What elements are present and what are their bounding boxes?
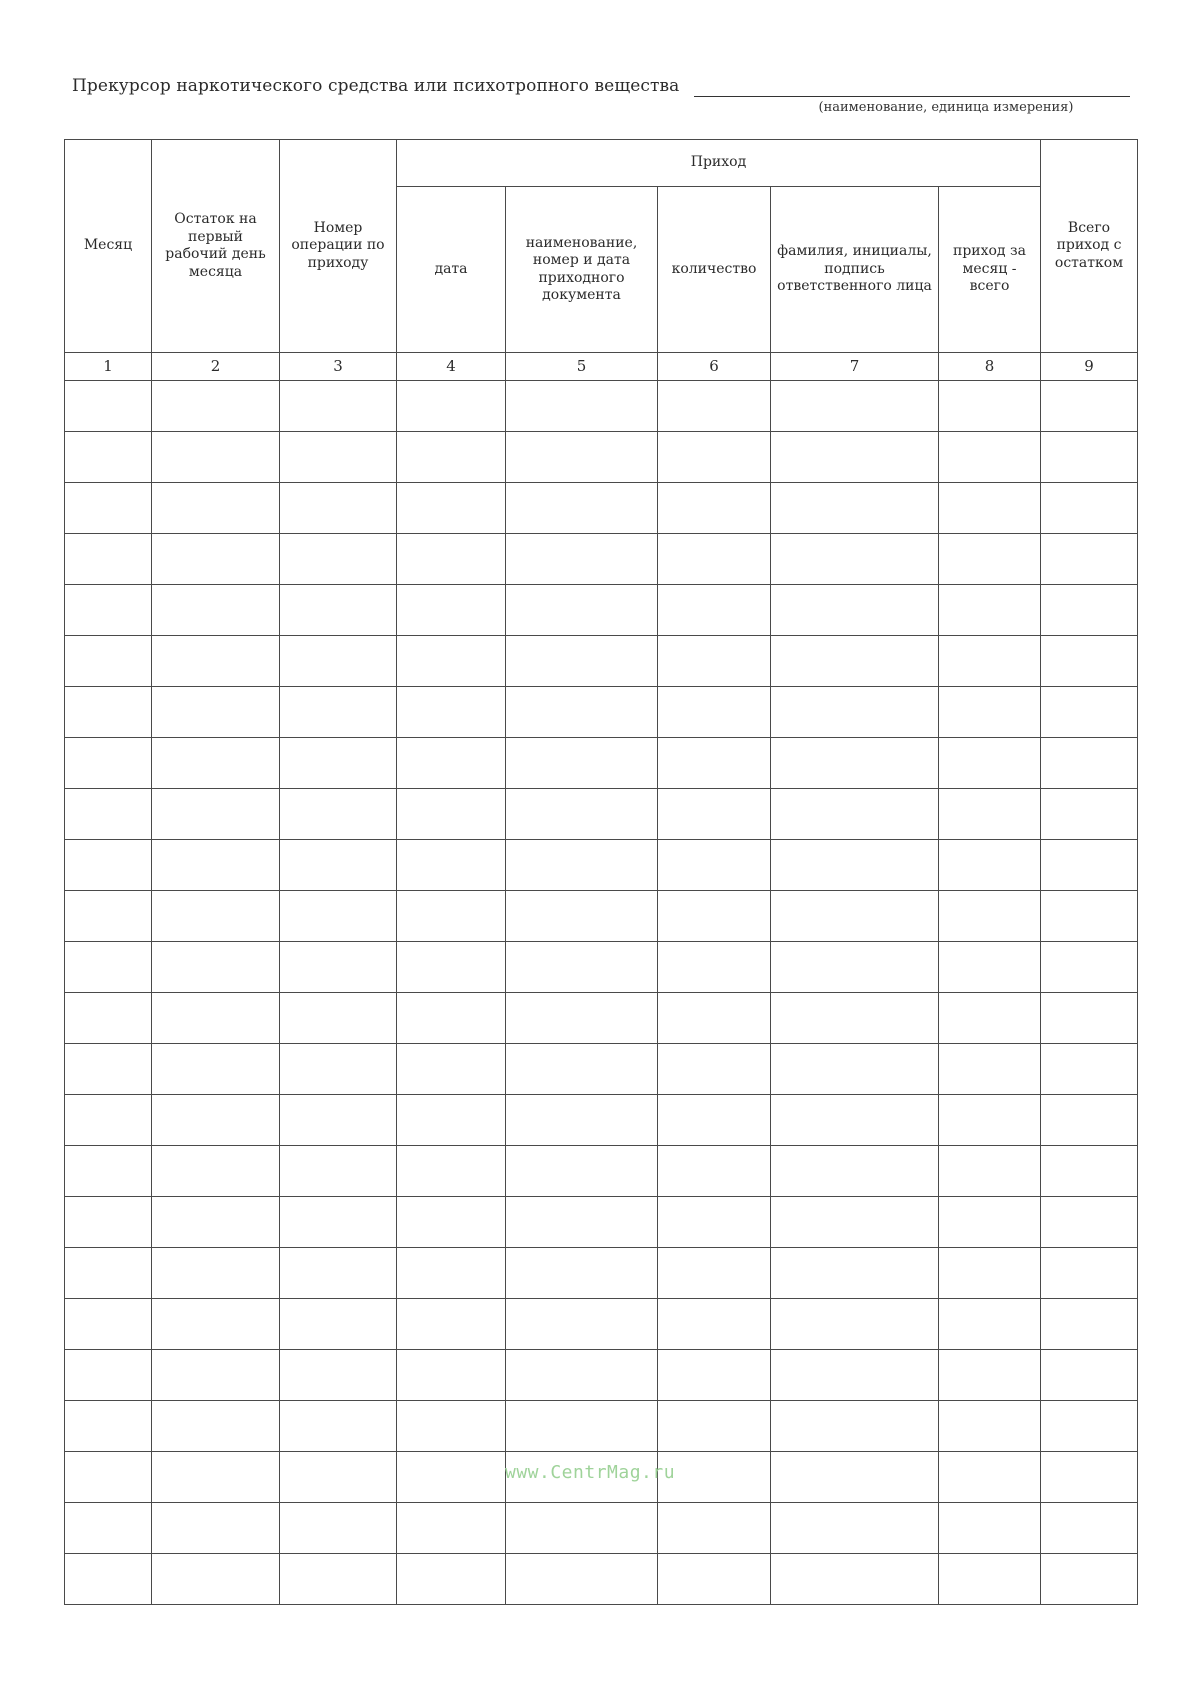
ledger-cell (397, 1146, 506, 1197)
ledger-cell (152, 1299, 280, 1350)
ledger-cell (65, 534, 152, 585)
ledger-row (65, 738, 1138, 789)
ledger-cell (1041, 687, 1138, 738)
ledger-row (65, 585, 1138, 636)
ledger-cell (939, 1554, 1041, 1605)
ledger-cell (506, 738, 658, 789)
ledger-cell (939, 891, 1041, 942)
ledger-cell (1041, 1452, 1138, 1503)
ledger-cell (152, 1452, 280, 1503)
ledger-cell (280, 942, 397, 993)
ledger-cell (280, 1248, 397, 1299)
column-header-responsible: фамилия, инициалы, подпись ответственного лица (771, 187, 939, 353)
ledger-cell (65, 1146, 152, 1197)
ledger-cell (397, 636, 506, 687)
ledger-cell (658, 585, 771, 636)
ledger-cell (771, 1299, 939, 1350)
ledger-cell (1041, 1197, 1138, 1248)
ledger-cell (280, 1197, 397, 1248)
column-number: 4 (397, 353, 506, 381)
ledger-cell (65, 636, 152, 687)
ledger-cell (1041, 585, 1138, 636)
watermark-text: www.CentrMag.ru (505, 1462, 676, 1483)
column-header-document: наименование, номер и дата приходного документа (506, 187, 658, 353)
ledger-cell (506, 483, 658, 534)
ledger-cell (771, 1401, 939, 1452)
ledger-cell (506, 1401, 658, 1452)
ledger-cell (152, 1146, 280, 1197)
ledger-row (65, 432, 1138, 483)
ledger-cell (939, 1350, 1041, 1401)
ledger-cell (280, 840, 397, 891)
ledger-cell (771, 789, 939, 840)
ledger-cell (658, 1350, 771, 1401)
ledger-cell (658, 432, 771, 483)
ledger-cell (939, 738, 1041, 789)
ledger-cell (506, 1299, 658, 1350)
ledger-cell (658, 534, 771, 585)
ledger-cell (658, 840, 771, 891)
ledger-cell (506, 534, 658, 585)
ledger-cell (658, 687, 771, 738)
ledger-cell (152, 738, 280, 789)
ledger-cell (397, 687, 506, 738)
ledger-cell (397, 483, 506, 534)
ledger-cell (939, 432, 1041, 483)
ledger-cell (771, 1197, 939, 1248)
column-header-date: дата (397, 187, 506, 353)
ledger-cell (939, 1503, 1041, 1554)
ledger-cell (65, 1452, 152, 1503)
ledger-cell (506, 1095, 658, 1146)
ledger-row (65, 840, 1138, 891)
ledger-cell (65, 432, 152, 483)
column-number-row (65, 353, 1138, 381)
ledger-cell (397, 1248, 506, 1299)
ledger-cell (939, 687, 1041, 738)
ledger-cell (1041, 1299, 1138, 1350)
ledger-cell (939, 381, 1041, 432)
ledger-cell (939, 1095, 1041, 1146)
ledger-cell (506, 789, 658, 840)
ledger-cell (152, 1197, 280, 1248)
column-group-receipt: Приход (397, 140, 1041, 187)
ledger-cell (397, 1299, 506, 1350)
ledger-cell (1041, 1146, 1138, 1197)
ledger-cell (152, 789, 280, 840)
ledger-cell (65, 1095, 152, 1146)
ledger-cell (771, 891, 939, 942)
ledger-cell (506, 381, 658, 432)
ledger-cell (658, 1554, 771, 1605)
ledger-cell (658, 1401, 771, 1452)
ledger-cell (771, 432, 939, 483)
ledger-cell (65, 1350, 152, 1401)
ledger-cell (280, 1401, 397, 1452)
ledger-cell (65, 1401, 152, 1452)
ledger-cell (1041, 1503, 1138, 1554)
ledger-cell (65, 483, 152, 534)
ledger-cell (939, 789, 1041, 840)
ledger-cell (771, 687, 939, 738)
ledger-cell (939, 1146, 1041, 1197)
ledger-cell (65, 993, 152, 1044)
ledger-cell (1041, 483, 1138, 534)
ledger-cell (280, 432, 397, 483)
ledger-cell (397, 840, 506, 891)
ledger-cell (1041, 993, 1138, 1044)
ledger-cell (1041, 1350, 1138, 1401)
ledger-cell (65, 1299, 152, 1350)
ledger-row (65, 1299, 1138, 1350)
ledger-cell (658, 738, 771, 789)
ledger-cell (1041, 789, 1138, 840)
ledger-cell (658, 1503, 771, 1554)
ledger-cell (152, 840, 280, 891)
column-number: 3 (280, 353, 397, 381)
ledger-cell (771, 585, 939, 636)
ledger-cell (397, 1554, 506, 1605)
ledger-cell (771, 534, 939, 585)
ledger-cell (506, 993, 658, 1044)
ledger-cell (506, 1503, 658, 1554)
ledger-cell (397, 1095, 506, 1146)
ledger-cell (152, 534, 280, 585)
ledger-cell (1041, 1401, 1138, 1452)
ledger-cell (1041, 1248, 1138, 1299)
ledger-cell (280, 534, 397, 585)
ledger-cell (152, 1350, 280, 1401)
ledger-cell (152, 1248, 280, 1299)
ledger-cell (1041, 432, 1138, 483)
ledger-cell (939, 1401, 1041, 1452)
column-number: 8 (939, 353, 1041, 381)
ledger-cell (65, 789, 152, 840)
ledger-cell (397, 738, 506, 789)
ledger-cell (506, 942, 658, 993)
ledger-cell (771, 840, 939, 891)
ledger-cell (152, 483, 280, 534)
ledger-cell (939, 1299, 1041, 1350)
ledger-cell (939, 585, 1041, 636)
ledger-cell (280, 1044, 397, 1095)
ledger-cell (280, 1095, 397, 1146)
ledger-cell (658, 789, 771, 840)
ledger-cell (152, 636, 280, 687)
column-header-grand-total: Всего приход с остатком (1041, 140, 1138, 353)
column-header-quantity: количество (658, 187, 771, 353)
ledger-cell (280, 1554, 397, 1605)
ledger-cell (1041, 1044, 1138, 1095)
ledger-cell (506, 840, 658, 891)
column-header-operation-number: Номер операции по приходу (280, 140, 397, 353)
ledger-cell (280, 636, 397, 687)
ledger-cell (939, 840, 1041, 891)
ledger-cell (280, 1299, 397, 1350)
ledger-cell (1041, 1095, 1138, 1146)
ledger-cell (506, 585, 658, 636)
ledger-row (65, 1401, 1138, 1452)
ledger-cell (65, 381, 152, 432)
ledger-cell (771, 1503, 939, 1554)
ledger-cell (397, 534, 506, 585)
ledger-cell (397, 1350, 506, 1401)
ledger-cell (658, 1197, 771, 1248)
column-number: 2 (152, 353, 280, 381)
column-header-month-total: приход за месяц - всего (939, 187, 1041, 353)
ledger-cell (280, 585, 397, 636)
ledger-cell (658, 993, 771, 1044)
ledger-cell (771, 993, 939, 1044)
ledger-cell (152, 993, 280, 1044)
ledger-row (65, 789, 1138, 840)
ledger-cell (65, 687, 152, 738)
ledger-row (65, 993, 1138, 1044)
ledger-cell (280, 789, 397, 840)
ledger-row (65, 1044, 1138, 1095)
ledger-row (65, 636, 1138, 687)
ledger-cell (1041, 381, 1138, 432)
column-number: 7 (771, 353, 939, 381)
ledger-cell (152, 1044, 280, 1095)
ledger-cell (280, 1146, 397, 1197)
ledger-cell (280, 738, 397, 789)
ledger-cell (939, 993, 1041, 1044)
ledger-cell (152, 1095, 280, 1146)
ledger-row (65, 1554, 1138, 1605)
ledger-cell (939, 636, 1041, 687)
receipt-ledger-table (64, 139, 1138, 1605)
ledger-cell (280, 687, 397, 738)
ledger-cell (1041, 738, 1138, 789)
ledger-cell (939, 1197, 1041, 1248)
column-header-month: Месяц (65, 140, 152, 353)
ledger-cell (152, 1554, 280, 1605)
ledger-cell (658, 1044, 771, 1095)
form-title: Прекурсор наркотического средства или психотропного вещества (72, 76, 680, 96)
ledger-cell (658, 381, 771, 432)
ledger-cell (397, 1401, 506, 1452)
ledger-cell (506, 1350, 658, 1401)
ledger-cell (1041, 942, 1138, 993)
ledger-cell (771, 1554, 939, 1605)
ledger-cell (152, 1401, 280, 1452)
ledger-cell (397, 1197, 506, 1248)
ledger-cell (506, 687, 658, 738)
column-number: 5 (506, 353, 658, 381)
ledger-cell (771, 381, 939, 432)
ledger-row (65, 483, 1138, 534)
ledger-cell (280, 1452, 397, 1503)
ledger-row (65, 942, 1138, 993)
ledger-cell (771, 636, 939, 687)
form-heading (72, 68, 1132, 128)
ledger-cell (397, 585, 506, 636)
ledger-row (65, 381, 1138, 432)
ledger-row (65, 1350, 1138, 1401)
ledger-cell (658, 1095, 771, 1146)
ledger-cell (658, 1299, 771, 1350)
ledger-cell (506, 891, 658, 942)
ledger-cell (1041, 1554, 1138, 1605)
ledger-cell (771, 738, 939, 789)
ledger-cell (397, 789, 506, 840)
column-header-balance: Остаток на первый рабочий день месяца (152, 140, 280, 353)
ledger-cell (939, 942, 1041, 993)
ledger-cell (65, 942, 152, 993)
ledger-cell (280, 1503, 397, 1554)
ledger-cell (397, 942, 506, 993)
ledger-cell (506, 1197, 658, 1248)
ledger-cell (506, 1146, 658, 1197)
ledger-cell (1041, 840, 1138, 891)
ledger-cell (771, 1350, 939, 1401)
ledger-row (65, 891, 1138, 942)
ledger-row (65, 1146, 1138, 1197)
ledger-cell (658, 891, 771, 942)
ledger-cell (280, 993, 397, 1044)
ledger-cell (939, 1452, 1041, 1503)
ledger-cell (771, 1044, 939, 1095)
ledger-cell (1041, 534, 1138, 585)
ledger-cell (397, 993, 506, 1044)
ledger-cell (506, 1044, 658, 1095)
ledger-cell (280, 381, 397, 432)
ledger-cell (152, 1503, 280, 1554)
ledger-cell (152, 891, 280, 942)
name-fill-line (694, 96, 1130, 97)
ledger-cell (397, 1452, 506, 1503)
ledger-row (65, 1248, 1138, 1299)
ledger-cell (65, 1554, 152, 1605)
ledger-cell (506, 432, 658, 483)
ledger-cell (397, 381, 506, 432)
ledger-cell (939, 1044, 1041, 1095)
ledger-cell (506, 1248, 658, 1299)
ledger-cell (65, 891, 152, 942)
ledger-cell (65, 1248, 152, 1299)
ledger-cell (658, 1146, 771, 1197)
ledger-cell (771, 942, 939, 993)
ledger-cell (506, 1554, 658, 1605)
ledger-cell (939, 534, 1041, 585)
ledger-cell (506, 636, 658, 687)
ledger-cell (65, 585, 152, 636)
ledger-cell (65, 1503, 152, 1554)
column-number: 9 (1041, 353, 1138, 381)
ledger-cell (771, 1095, 939, 1146)
ledger-cell (152, 687, 280, 738)
ledger-cell (65, 1044, 152, 1095)
ledger-cell (658, 483, 771, 534)
column-number: 6 (658, 353, 771, 381)
ledger-cell (65, 1197, 152, 1248)
ledger-row (65, 1503, 1138, 1554)
name-fill-hint: (наименование, единица измерения) (818, 100, 1074, 115)
ledger-cell (1041, 891, 1138, 942)
ledger-cell (397, 1044, 506, 1095)
ledger-cell (397, 891, 506, 942)
ledger-cell (65, 738, 152, 789)
ledger-cell (397, 432, 506, 483)
ledger-cell (397, 1503, 506, 1554)
ledger-cell (771, 1146, 939, 1197)
ledger-cell (658, 1248, 771, 1299)
ledger-cell (152, 432, 280, 483)
ledger-cell (280, 483, 397, 534)
ledger-cell (152, 942, 280, 993)
ledger-cell (152, 585, 280, 636)
ledger-row (65, 1095, 1138, 1146)
ledger-cell (939, 1248, 1041, 1299)
ledger-row (65, 687, 1138, 738)
ledger-cell (152, 381, 280, 432)
ledger-cell (280, 891, 397, 942)
ledger-cell (939, 483, 1041, 534)
ledger-cell (658, 636, 771, 687)
column-number: 1 (65, 353, 152, 381)
ledger-row (65, 534, 1138, 585)
ledger-cell (771, 483, 939, 534)
ledger-cell (771, 1452, 939, 1503)
ledger-cell (65, 840, 152, 891)
ledger-row (65, 1197, 1138, 1248)
ledger-cell (280, 1350, 397, 1401)
ledger-cell (1041, 636, 1138, 687)
ledger-cell (658, 942, 771, 993)
ledger-cell (771, 1248, 939, 1299)
